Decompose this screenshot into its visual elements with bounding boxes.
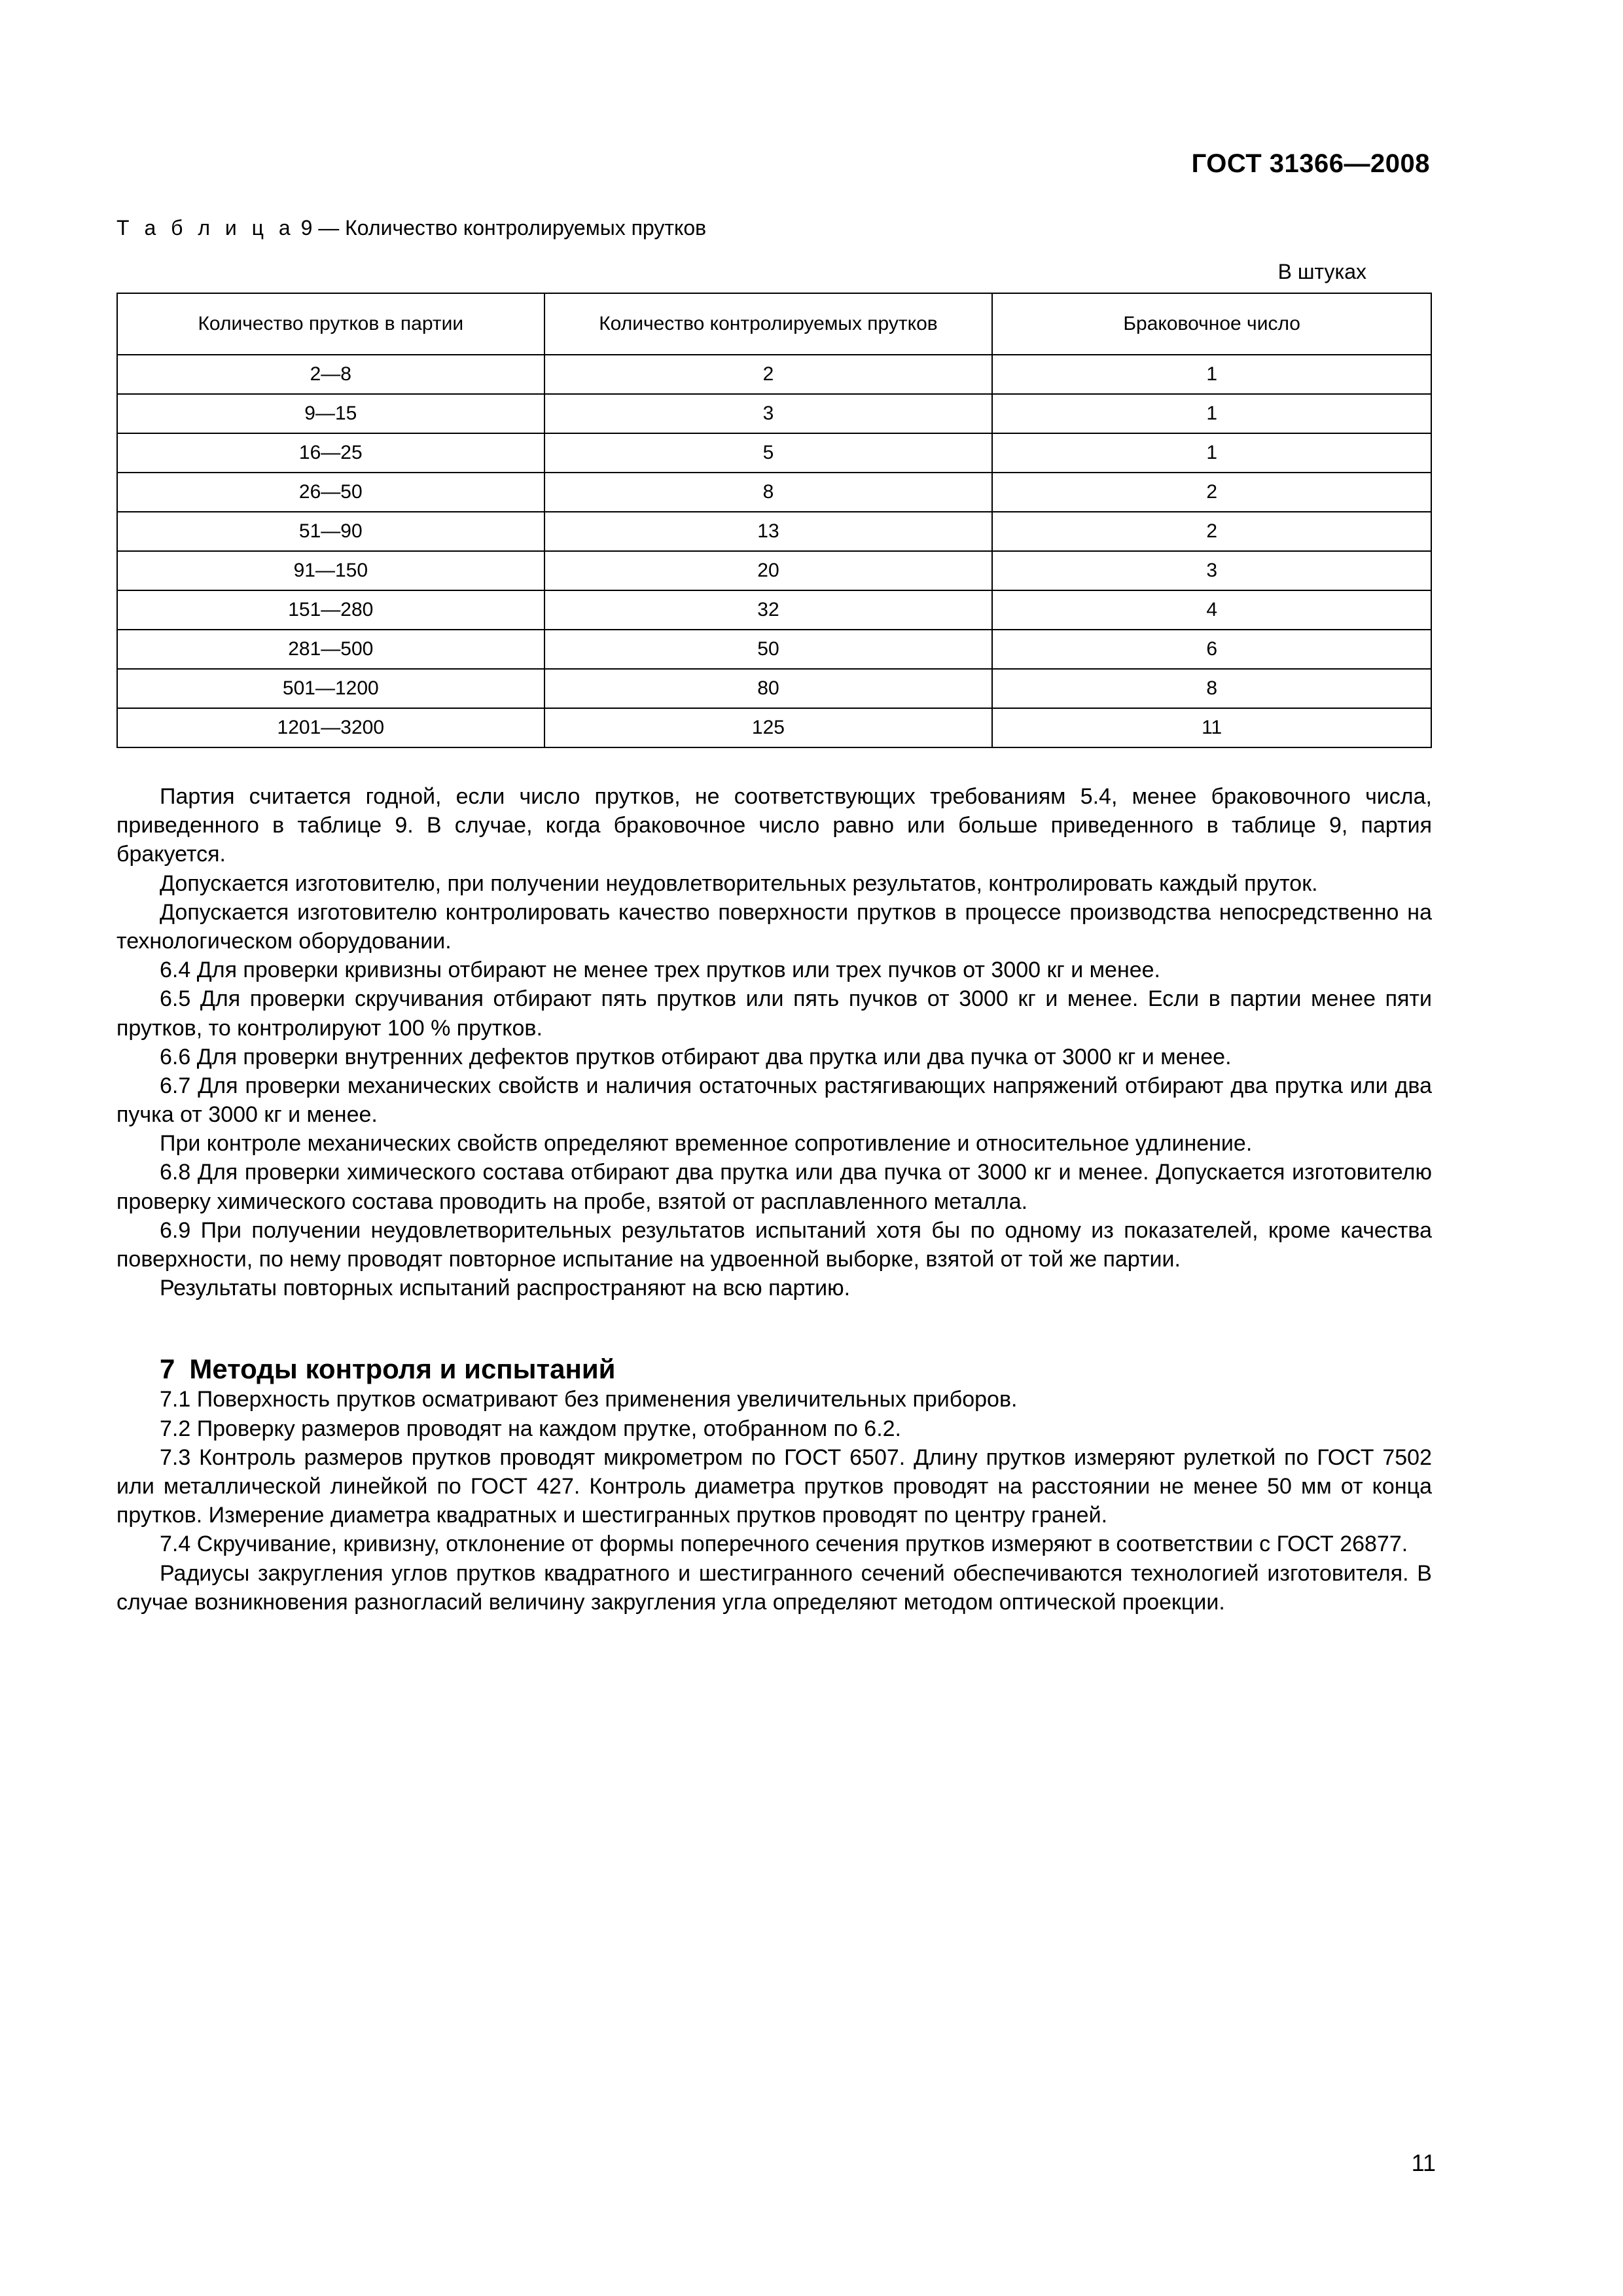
clause-7-4-twist-curvature-measurement: 7.4 Скручивание, кривизну, отклонение от формы поперечного сечения прутков измеряют в соответствии с ГОСТ 26877. xyxy=(160,1532,1408,1557)
cell-controlled-count: 2 xyxy=(544,355,993,394)
cell-controlled-count: 80 xyxy=(544,669,993,708)
table-row xyxy=(117,669,1431,708)
section-title: Методы контроля и испытаний xyxy=(189,1354,616,1385)
cell-reject-number: 11 xyxy=(992,708,1431,747)
page-content xyxy=(116,216,1432,1617)
cell-lot-size: 501—1200 xyxy=(117,669,544,708)
cell-reject-number: 6 xyxy=(992,630,1431,669)
clause-6-6-internal-defects: 6.6 Для проверки внутренних дефектов прутков отбирают два прутка или два пучка от 3000 кг и менее. xyxy=(160,1044,1232,1069)
table-header-row xyxy=(117,293,1431,355)
table-row xyxy=(117,355,1431,394)
table-row xyxy=(117,708,1431,747)
cell-reject-number: 3 xyxy=(992,551,1431,590)
table-caption-label: Т а б л и ц а xyxy=(116,216,295,240)
table-caption-title: Количество контролируемых прутков xyxy=(345,216,707,240)
cell-controlled-count: 13 xyxy=(544,512,993,551)
cell-controlled-count: 8 xyxy=(544,473,993,512)
cell-controlled-count: 32 xyxy=(544,590,993,630)
section-heading-7 xyxy=(116,1354,1432,1385)
cell-reject-number: 8 xyxy=(992,669,1431,708)
table-caption-number: 9 xyxy=(300,216,313,240)
table-row xyxy=(117,590,1431,630)
paragraph-each-bar-control: Допускается изготовителю, при получении неудовлетворительных результатов, контролировать каждый пруток. xyxy=(160,870,1318,896)
clause-6-5-twisting: 6.5 Для проверки скручивания отбирают пять прутков или пять пучков от 3000 кг и менее. Если в партии менее пяти прутков, то контролируют 100 % прутков. xyxy=(116,986,1432,1041)
cell-lot-size: 281—500 xyxy=(117,630,544,669)
table-row xyxy=(117,473,1431,512)
section-number: 7 xyxy=(160,1354,175,1385)
clause-6-7-mechanical-properties: 6.7 Для проверки механических свойств и наличия остаточных растягивающих напряжений отбирают два прутка или два пучка от 3000 кг и менее. xyxy=(116,1073,1432,1128)
paragraph-corner-radius: Радиусы закругления углов прутков квадратного и шестигранного сечений обеспечиваются технологией изготовителя. В случае возникновения разногласий величину закругления угла определяют методом оптической проекции. xyxy=(116,1560,1432,1615)
column-header-reject-number: Браковочное число xyxy=(992,293,1431,355)
clause-7-2-dimension-check: 7.2 Проверку размеров проводят на каждом прутке, отобранном по 6.2. xyxy=(160,1416,902,1441)
cell-reject-number: 2 xyxy=(992,512,1431,551)
cell-reject-number: 4 xyxy=(992,590,1431,630)
table-body xyxy=(117,355,1431,747)
table-units-label: В штуках xyxy=(1277,260,1366,283)
paragraph-surface-quality-control: Допускается изготовителю контролировать качество поверхности прутков в процессе производства непосредственно на технологическом оборудовании. xyxy=(116,899,1432,954)
cell-lot-size: 51—90 xyxy=(117,512,544,551)
cell-controlled-count: 125 xyxy=(544,708,993,747)
paragraph-retest-results: Результаты повторных испытаний распространяют на всю партию. xyxy=(160,1276,851,1301)
table-row xyxy=(117,394,1431,433)
cell-reject-number: 1 xyxy=(992,433,1431,473)
cell-lot-size: 26—50 xyxy=(117,473,544,512)
clause-7-3-dimension-control-instruments: 7.3 Контроль размеров прутков проводят микрометром по ГОСТ 6507. Длину прутков измеряют рулеткой по ГОСТ 7502 или металлической линейкой по ГОСТ 427. Контроль диаметра прутков проводят на расстоянии не менее 50 мм от конца прутков. Измерение диаметра квадратных и шестигранных прутков проводят по центру граней. xyxy=(116,1444,1432,1528)
table-caption-dash: — xyxy=(318,216,340,240)
paragraph-tensile-and-elongation: При контроле механических свойств определяют временное сопротивление и относительное удлинение. xyxy=(160,1131,1253,1157)
cell-controlled-count: 5 xyxy=(544,433,993,473)
table-caption xyxy=(116,216,1432,240)
clause-6-4-curvature: 6.4 Для проверки кривизны отбирают не менее трех прутков или трех пучков от 3000 кг и менее. xyxy=(160,958,1160,983)
cell-lot-size: 1201—3200 xyxy=(117,708,544,747)
cell-controlled-count: 3 xyxy=(544,394,993,433)
clause-6-8-chemical-composition: 6.8 Для проверки химического состава отбирают два прутка или два пучка от 3000 кг и менее. Допускается изготовителю проверку химического состава проводить на пробе, взятой от расплавленного металла. xyxy=(116,1160,1432,1214)
cell-reject-number: 1 xyxy=(992,355,1431,394)
cell-reject-number: 1 xyxy=(992,394,1431,433)
clause-7-1-surface-inspection: 7.1 Поверхность прутков осматривают без применения увеличительных приборов. xyxy=(160,1387,1018,1412)
cell-controlled-count: 20 xyxy=(544,551,993,590)
cell-lot-size: 91—150 xyxy=(117,551,544,590)
paragraph-lot-acceptance: Партия считается годной, если число прутков, не соответствующих требованиям 5.4, менее браковочного числа, приведенного в таблице 9. В случае, когда браковочное число равно или больше приведенного в таблице 9, партия бракуется. xyxy=(116,784,1432,867)
cell-reject-number: 2 xyxy=(992,473,1431,512)
clause-6-9-retesting: 6.9 При получении неудовлетворительных результатов испытаний хотя бы по одному из показателей, кроме качества поверхности, по нему проводят повторное испытание на удвоенной выборке, взятой от той же партии. xyxy=(116,1217,1432,1272)
cell-controlled-count: 50 xyxy=(544,630,993,669)
column-header-controlled-count: Количество контролируемых прутков xyxy=(544,293,993,355)
table-row xyxy=(117,433,1431,473)
table-row xyxy=(117,630,1431,669)
page-number-footer: 11 xyxy=(1411,2149,1436,2176)
column-header-lot-size: Количество прутков в партии xyxy=(117,293,544,355)
running-header-standard-number: ГОСТ 31366—2008 xyxy=(1191,149,1430,178)
controlled-bars-table xyxy=(116,293,1432,748)
cell-lot-size: 151—280 xyxy=(117,590,544,630)
cell-lot-size: 2—8 xyxy=(117,355,544,394)
cell-lot-size: 9—15 xyxy=(117,394,544,433)
table-row xyxy=(117,551,1431,590)
table-row xyxy=(117,512,1431,551)
cell-lot-size: 16—25 xyxy=(117,433,544,473)
